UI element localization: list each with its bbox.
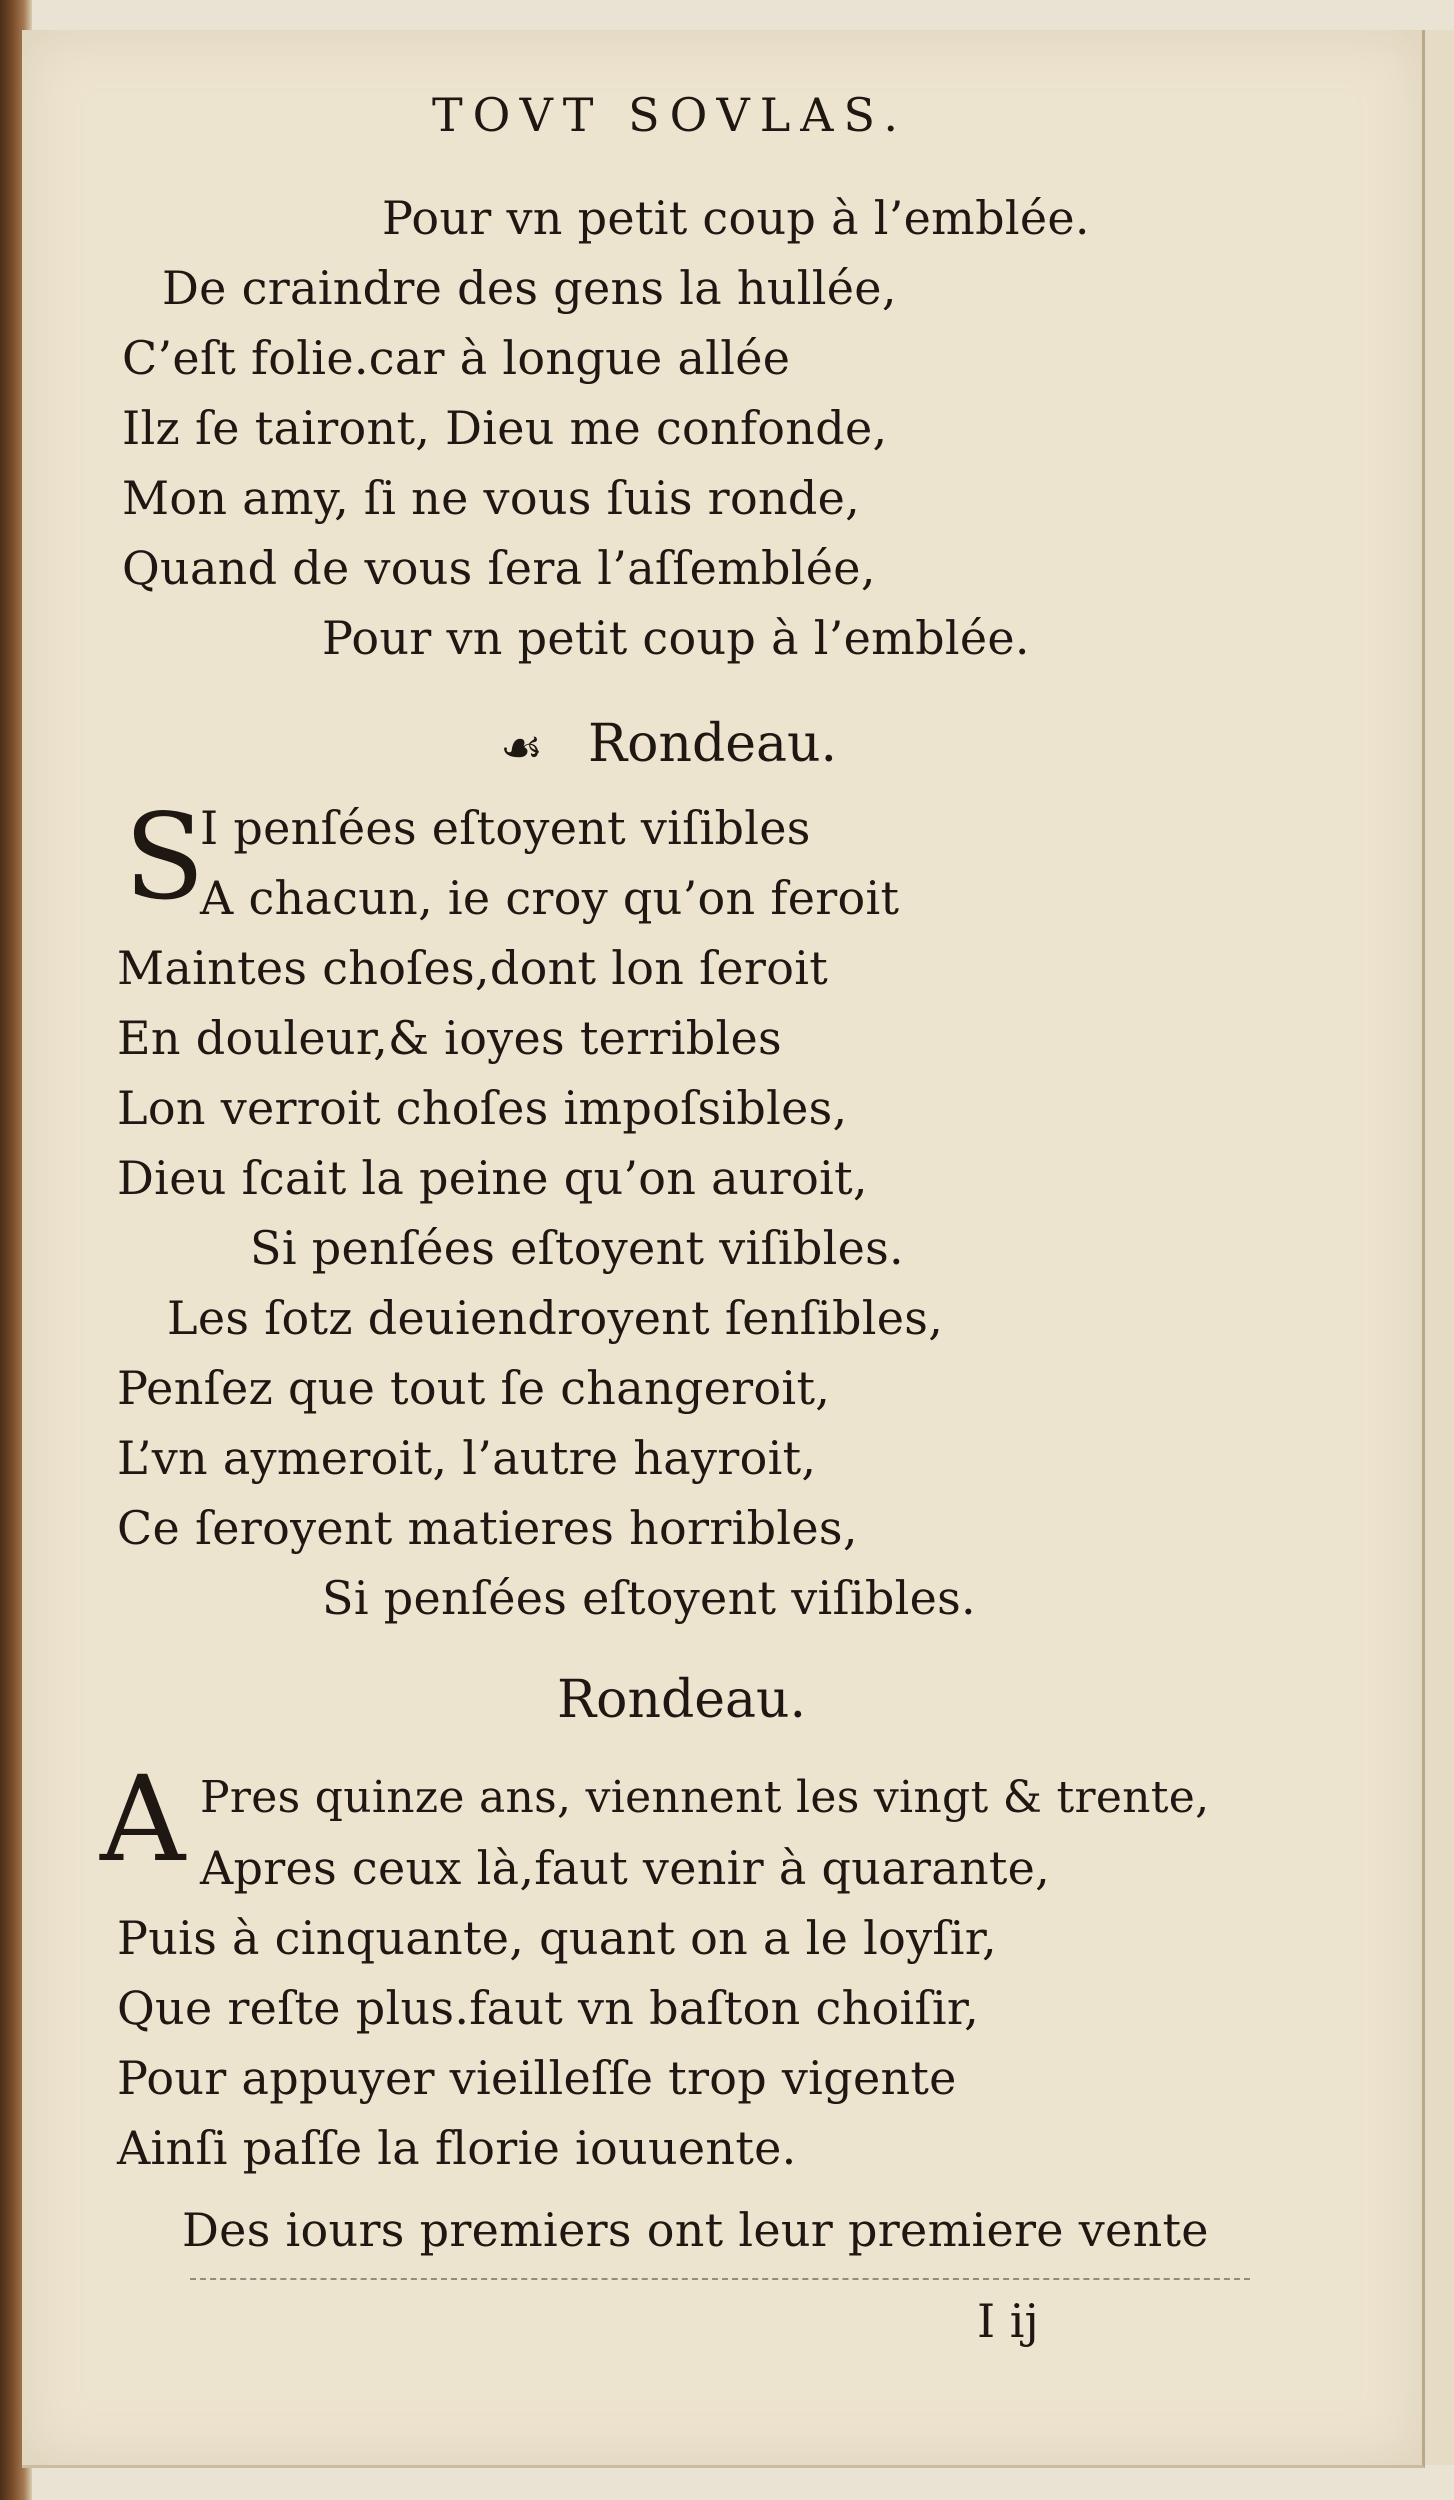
verse-line: Ce ſeroyent matieres horribles, <box>117 1501 858 1555</box>
verse-line: L’vn aymeroit, l’autre hayroit, <box>117 1431 817 1485</box>
verse-line: C’eſt folie.car à longue allée <box>122 331 791 385</box>
verse-line: Pour appuyer vieilleſſe trop vigente <box>117 2051 957 2105</box>
verse-line: Puis à cinquante, quant on a le loyſir, <box>117 1911 997 1965</box>
verse-line: Maintes choſes,dont lon ſeroit <box>117 941 829 995</box>
verse-line: Que reſte plus.faut vn baſton choiſir, <box>117 1981 979 2035</box>
verse-line: Lon verroit choſes impoſsibles, <box>117 1081 848 1135</box>
drop-capital: A <box>100 1750 186 1888</box>
verse-line: Pour vn petit coup à l’emblée. <box>322 611 1030 665</box>
verse-line: Si penſées eſtoyent viſibles. <box>250 1221 904 1275</box>
verse-line: En douleur,& ioyes terribles <box>117 1011 782 1065</box>
drop-capital: S <box>124 788 205 926</box>
verse-line: Ainſi paſſe la florie iouuente. <box>117 2121 797 2175</box>
verse-line: Mon amy, ſi ne vous ſuis ronde, <box>122 471 861 525</box>
verse-line: A chacun, ie croy qu’on feroit <box>200 871 900 925</box>
fleuron-ornament: ☙ <box>500 720 544 776</box>
verse-line: Si penſées eſtoyent viſibles. <box>322 1571 976 1625</box>
page-text <box>22 30 1422 2465</box>
verse-line: Ilz ſe tairont, Dieu me confonde, <box>122 401 888 455</box>
printed-rule <box>190 2278 1250 2280</box>
rondeau-heading: Rondeau. <box>557 1670 807 1730</box>
signature-mark: I ij <box>977 2294 1039 2348</box>
verse-line: Pres quinze ans, viennent les vingt & trente, <box>200 1772 1210 1823</box>
verse-line: De craindre des gens la hullée, <box>162 261 897 315</box>
verse-line: Apres ceux là,faut venir à quarante, <box>200 1841 1051 1895</box>
verse-line: Des iours premiers ont leur premiere vente <box>182 2203 1209 2257</box>
verse-line: Pour vn petit coup à l’emblée. <box>382 191 1090 245</box>
verse-line: Dieu ſcait la peine qu’on auroit, <box>117 1151 868 1205</box>
page-leaf <box>22 30 1425 2468</box>
verse-line: Penſez que tout ſe changeroit, <box>117 1361 831 1415</box>
rondeau-heading: Rondeau. <box>588 714 838 774</box>
running-header: TOVT SOVLAS. <box>432 88 909 142</box>
verse-line: Les ſotz deuiendroyent ſenſibles, <box>167 1291 944 1345</box>
facing-page-edge <box>1420 30 1454 2465</box>
verse-line: I penſées eſtoyent viſibles <box>200 801 811 855</box>
verse-line: Quand de vous ſera l’aſſemblée, <box>122 541 876 595</box>
